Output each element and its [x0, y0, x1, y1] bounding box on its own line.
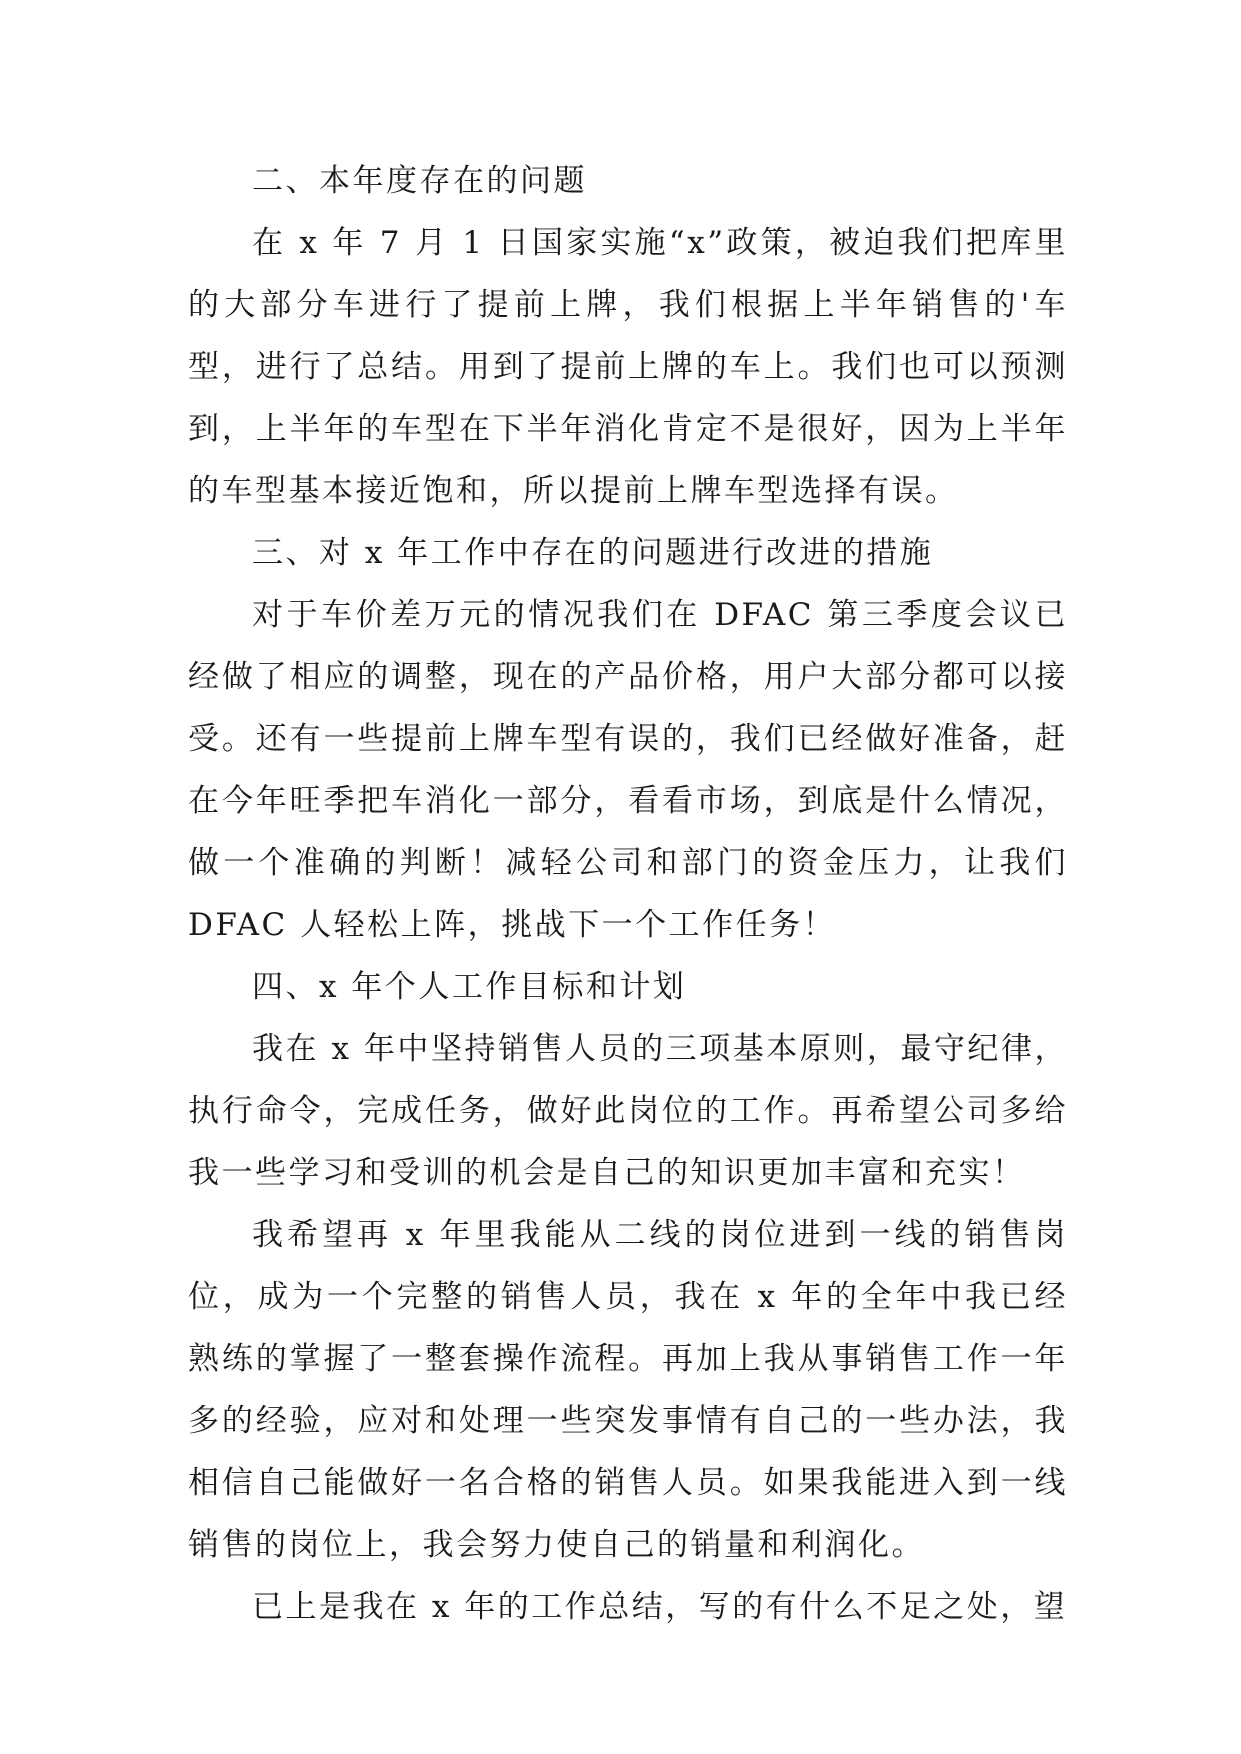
- section-heading-improvements: 三、对 x 年工作中存在的问题进行改进的措施: [252, 535, 934, 571]
- paragraph-closing: 已上是我在 x 年的工作总结，写的有什么不足之处，望: [252, 1589, 1068, 1625]
- paragraph-improvements: 对于车价差万元的情况我们在 DFAC 第三季度会议已经做了相应的调整，现在的产品价格，用户大部分都可以接受。还有一些提前上牌车型有误的，我们已经做好准备，赶在今年旺季把车消化一部分，看看市场，到底是什么情况，做一个准确的判断！减轻公司和部门的资金压力，让我们 DFAC 人轻松上阵，挑战下一个工作任务！: [188, 597, 1068, 943]
- paragraph-plan: 我希望再 x 年里我能从二线的岗位进到一线的销售岗位，成为一个完整的销售人员，我在 x 年的全年中我已经熟练的掌握了一整套操作流程。再加上我从事销售工作一年多的经验，应对和处理一些突发事情有自己的一些办法，我相信自己能做好一名合格的销售人员。如果我能进入到一线销售的岗位上，我会努力使自己的销量和利润化。: [188, 1217, 1068, 1563]
- paragraph-problems: 在 x 年 7 月 1 日国家实施“x”政策，被迫我们把库里的大部分车进行了提前上牌，我们根据上半年销售的'车型，进行了总结。用到了提前上牌的车上。我们也可以预测到，上半年的车型在下半年消化肯定不是很好，因为上半年的车型基本接近饱和，所以提前上牌车型选择有误。: [188, 225, 1068, 509]
- paragraph-principles: 我在 x 年中坚持销售人员的三项基本原则，最守纪律，执行命令，完成任务，做好此岗位的工作。再希望公司多给我一些学习和受训的机会是自己的知识更加丰富和充实！: [188, 1031, 1068, 1191]
- section-heading-problems: 二、本年度存在的问题: [252, 163, 587, 199]
- document-body: [188, 150, 1068, 1638]
- section-heading-goals: 四、x 年个人工作目标和计划: [252, 969, 687, 1005]
